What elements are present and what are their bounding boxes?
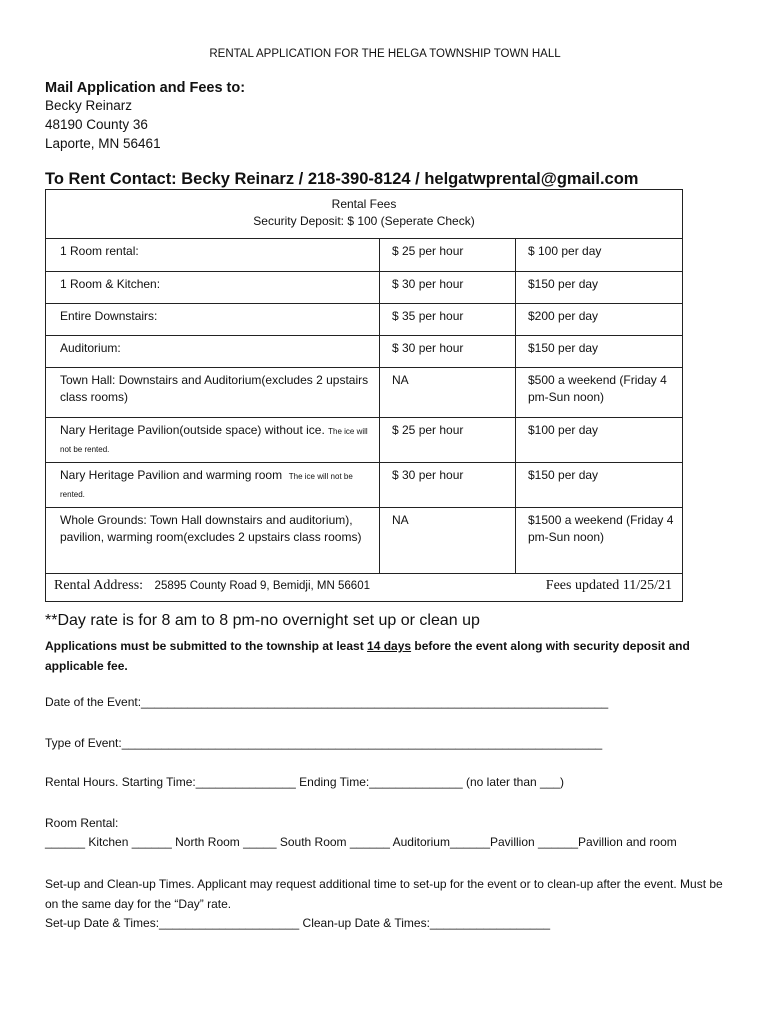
daily-rate: $150 per day — [516, 463, 683, 508]
table-row — [46, 304, 683, 336]
daily-rate: $500 a weekend (Friday 4 pm-Sun noon) — [516, 368, 683, 418]
mail-heading: Mail Application and Fees to: — [45, 80, 246, 96]
hourly-rate: $ 25 per hour — [380, 418, 516, 463]
rental-fees-table — [45, 189, 683, 602]
contact-line: To Rent Contact: Becky Reinarz / 218-390-8124 / helgatwprental@gmail.com — [45, 170, 639, 188]
daily-rate: $100 per day — [516, 418, 683, 463]
fee-item — [46, 508, 380, 574]
rental-address-value: 25895 County Road 9, Bemidji, MN 56601 — [154, 580, 370, 592]
fees-updated: Fees updated 11/25/21 — [545, 578, 673, 593]
table-row — [46, 336, 683, 368]
applications-note-text-end: before the event along with security deposit and applicable fee. — [45, 639, 690, 673]
daily-rate: $150 per day — [516, 272, 683, 304]
daily-rate: $ 100 per day — [516, 239, 683, 272]
fee-item-label: Nary Heritage Pavilion and warming room — [60, 468, 283, 482]
daily-rate: $150 per day — [516, 336, 683, 368]
hourly-rate: $ 25 per hour — [380, 239, 516, 272]
table-row — [46, 463, 683, 508]
document-title: RENTAL APPLICATION FOR THE HELGA TOWNSHIP TOWN HALL — [209, 48, 561, 60]
fee-item — [46, 418, 380, 463]
table-row — [46, 368, 683, 418]
fee-item — [46, 368, 380, 418]
fee-item-label: 1 Room & Kitchen: — [60, 277, 161, 291]
rental-fees-heading: Rental Fees — [331, 197, 397, 211]
table-header-cell — [46, 190, 683, 239]
daily-rate: $1500 a weekend (Friday 4 pm-Sun noon) — [516, 508, 683, 574]
rental-address-row — [46, 574, 683, 602]
fee-item-label: Entire Downstairs: — [60, 309, 158, 323]
setup-cleanup-text: Set-up and Clean-up Times. Applicant may request additional time to set-up for the event or to clean-up after the event. Must be on the same day for the “Day” rate. — [45, 877, 723, 911]
table-row — [46, 272, 683, 304]
applications-note-text: Applications must be submitted to the township at least — [45, 639, 368, 653]
rental-hours-field[interactable]: Rental Hours. Starting Time:_______________ Ending Time:______________ (no later than ___) — [45, 775, 565, 789]
table-header-row — [46, 190, 683, 239]
hourly-rate: NA — [380, 368, 516, 418]
rental-address-label: Rental Address: — [54, 578, 144, 593]
applications-note — [45, 636, 725, 676]
room-rental-label: Room Rental: — [45, 816, 119, 830]
fee-item-label: Whole Grounds: Town Hall downstairs and auditorium), pavilion, warming room(excludes 2 upstairs class rooms) — [60, 513, 362, 544]
daily-rate: $200 per day — [516, 304, 683, 336]
mail-name: Becky Reinarz — [45, 98, 133, 113]
hourly-rate: NA — [380, 508, 516, 574]
fee-item-label: 1 Room rental: — [60, 244, 139, 258]
hourly-rate: $ 30 per hour — [380, 336, 516, 368]
room-rental-options[interactable]: ______ Kitchen ______ North Room _____ South Room ______ Auditorium______Pavillion ______Pavillion and room — [45, 835, 677, 849]
fee-item-label: Nary Heritage Pavilion(outside space) without ice. — [60, 423, 325, 437]
fee-item — [46, 272, 380, 304]
fee-item — [46, 304, 380, 336]
date-of-event-field[interactable]: Date of the Event:______________________________________________________________________ — [45, 695, 609, 709]
rental-address-cell — [46, 574, 683, 602]
mail-street: 48190 County 36 — [45, 117, 148, 132]
table-row — [46, 508, 683, 574]
fee-item-label: Auditorium: — [60, 341, 121, 355]
mail-city: Laporte, MN 56461 — [45, 136, 161, 151]
hourly-rate: $ 30 per hour — [380, 463, 516, 508]
setup-cleanup-dates-field[interactable]: Set-up Date & Times:_____________________ Clean-up Date & Times:__________________ — [45, 916, 551, 930]
type-of-event-field[interactable]: Type of Event:________________________________________________________________________ — [45, 736, 603, 750]
day-rate-note: **Day rate is for 8 am to 8 pm-no overnight set up or clean up — [45, 612, 480, 629]
table-row — [46, 239, 683, 272]
fee-item-label: Town Hall: Downstairs and Auditorium(excludes 2 upstairs class rooms) — [60, 373, 369, 404]
applications-days: 14 days — [367, 639, 412, 653]
fee-item — [46, 239, 380, 272]
security-deposit: Security Deposit: $ 100 (Seperate Check) — [253, 214, 475, 228]
hourly-rate: $ 30 per hour — [380, 272, 516, 304]
table-row — [46, 418, 683, 463]
fee-item — [46, 336, 380, 368]
fee-item-note: The ice will not be rented. — [60, 472, 353, 499]
fee-item — [46, 463, 380, 508]
hourly-rate: $ 35 per hour — [380, 304, 516, 336]
fee-item-note: The ice will not be rented. — [60, 427, 368, 454]
